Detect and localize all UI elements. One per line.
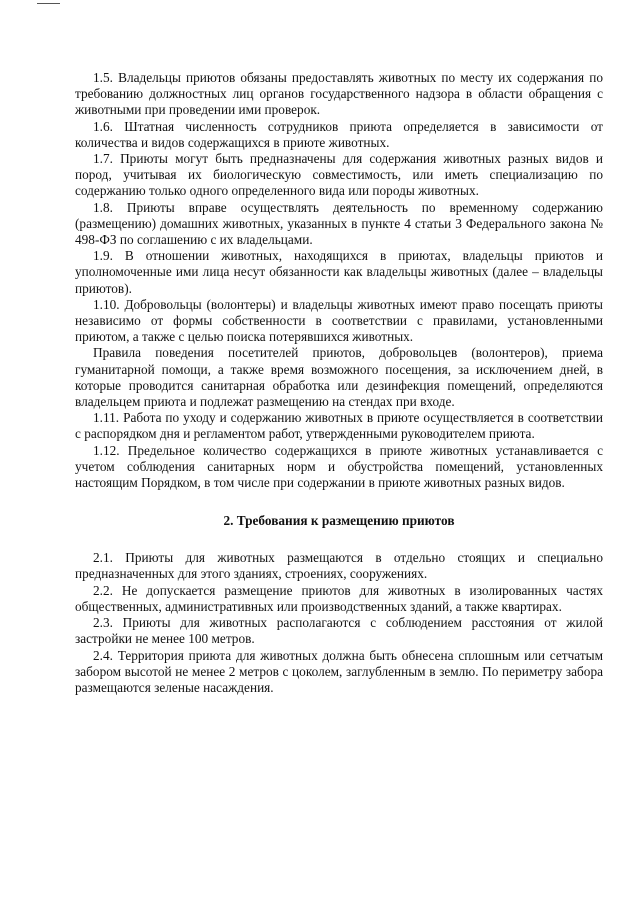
paragraph-2-2: 2.2. Не допускается размещение приютов для животных в изолированных частях общественных, административных или производственных зданий, а также квартирах. <box>75 582 603 614</box>
document-page <box>75 0 603 696</box>
paragraph-2-3: 2.3. Приюты для животных располагаются с соблюдением расстояния от жилой застройки не менее 100 метров. <box>75 615 603 647</box>
paragraph-1-11: 1.11. Работа по уходу и содержанию животных в приюте осуществляется в соответствии с распорядком дня и регламентом работ, утвержденными руководителем приюта. <box>75 410 603 442</box>
paragraph-1-7: 1.7. Приюты могут быть предназначены для содержания животных разных видов и пород, учитывая их биологическую совместимость, или иметь специализацию по содержанию только одного определенного вида или породы животных. <box>75 151 603 199</box>
paragraph-1-8: 1.8. Приюты вправе осуществлять деятельность по временному содержанию (размещению) домашних животных, указанных в пункте 4 статьи 3 Федерального закона № 498-ФЗ по соглашению с их владельцами. <box>75 199 603 248</box>
paragraph-1-10: 1.10. Добровольцы (волонтеры) и владельцы животных имеют право посещать приюты независимо от формы собственности в соответствии с правилами, установленными приютом, а также с целью поиска потерявшихся животных. <box>75 296 603 345</box>
paragraph-1-5: 1.5. Владельцы приютов обязаны предоставлять животных по месту их содержания по требованию должностных лиц органов государственного надзора в области обращения с животными при проведении ими проверок. <box>75 70 603 118</box>
paragraph-2-1: 2.1. Приюты для животных размещаются в отдельно стоящих и специально предназначенных для этого зданиях, строениях, сооружениях. <box>75 550 603 582</box>
paragraph-1-9: 1.9. В отношении животных, находящихся в приютах, владельцы приютов и уполномоченные ими лица несут обязанности как владельцы животных (далее – владельцы приютов). <box>75 248 603 296</box>
paragraph-1-6: 1.6. Штатная численность сотрудников приюта определяется в зависимости от количества и видов содержащихся в приюте животных. <box>75 118 603 150</box>
paragraph-visitor-rules: Правила поведения посетителей приютов, добровольцев (волонтеров), приема гуманитарной помощи, а также время возможного посещения, за исключением дней, в которые проводится санитарная обработка или дезинфекция помещений, определяются владельцем приюта и подлежат размещению на стендах при входе. <box>75 345 603 410</box>
scan-corner-mark <box>37 3 60 4</box>
paragraph-1-12: 1.12. Предельное количество содержащихся в приюте животных устанавливается с учетом соблюдения санитарных норм и обустройства помещений, установленных настоящим Порядком, в том числе при содержании в приюте животных разных видов. <box>75 442 603 491</box>
paragraph-2-4: 2.4. Территория приюта для животных должна быть обнесена сплошным или сетчатым забором высотой не менее 2 метров с цоколем, заглубленным в землю. По периметру забора размещаются зеленые насаждения. <box>75 647 603 695</box>
section-heading: 2. Требования к размещению приютов <box>223 513 455 529</box>
